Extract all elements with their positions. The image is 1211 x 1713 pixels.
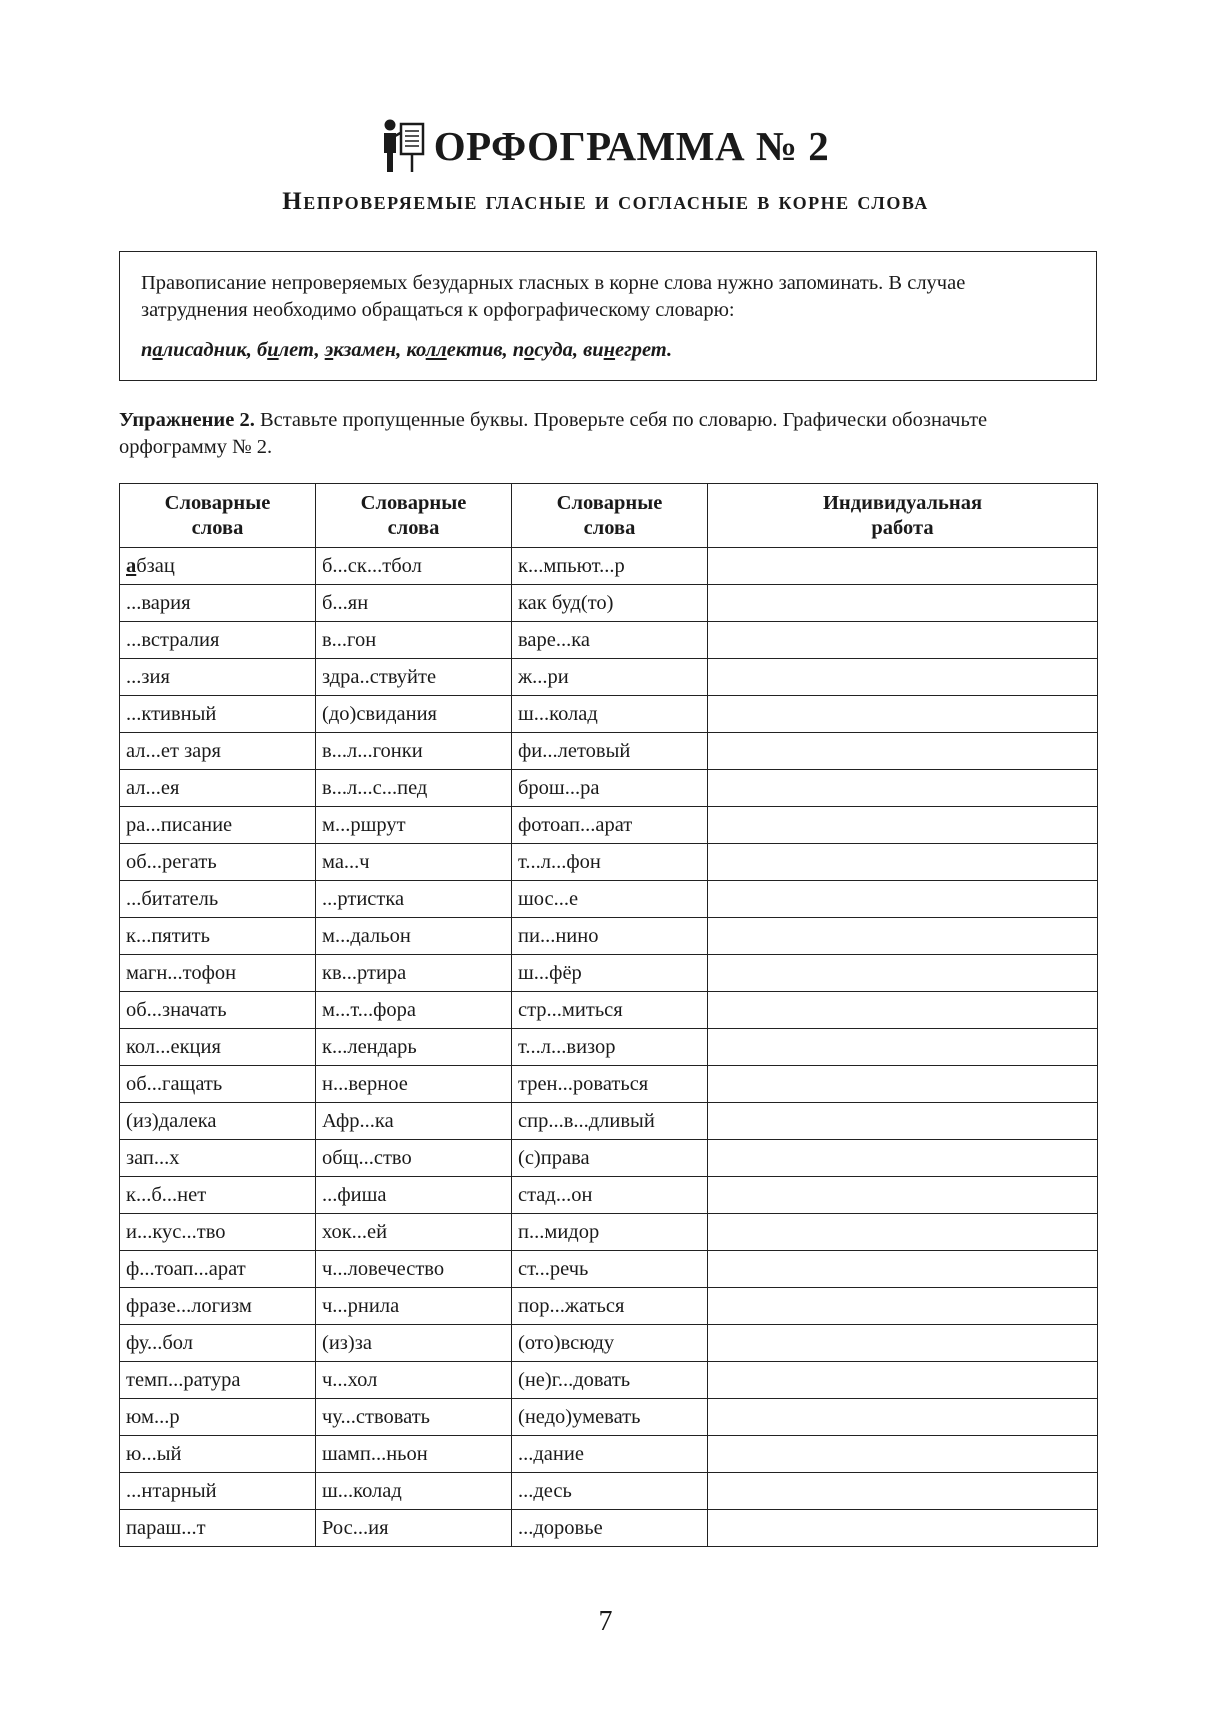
word-cell: кол...екция [120, 1029, 316, 1066]
table-row [120, 1436, 1098, 1473]
table-row [120, 659, 1098, 696]
table-row [120, 918, 1098, 955]
individual-work-cell[interactable] [708, 1214, 1098, 1251]
word-cell: и...кус...тво [120, 1214, 316, 1251]
word-cell: (недо)умевать [512, 1399, 708, 1436]
word-cell: м...ршрут [316, 807, 512, 844]
word-cell: (из)за [316, 1325, 512, 1362]
example-word: винегрет [583, 339, 667, 361]
individual-work-cell[interactable] [708, 844, 1098, 881]
word-cell: Рос...ия [316, 1510, 512, 1547]
individual-work-cell[interactable] [708, 1103, 1098, 1140]
word-cell: стад...он [512, 1177, 708, 1214]
word-cell: к...б...нет [120, 1177, 316, 1214]
word-cell: ...вария [120, 585, 316, 622]
word-cell: (не)г...довать [512, 1362, 708, 1399]
word-cell: ...доровье [512, 1510, 708, 1547]
individual-work-cell[interactable] [708, 1066, 1098, 1103]
word-cell: Афр...ка [316, 1103, 512, 1140]
table-row [120, 548, 1098, 585]
page-subtitle: Непроверяемые гласные и согласные в корне слова [282, 188, 929, 215]
word-cell: ж...ри [512, 659, 708, 696]
table-row [120, 1288, 1098, 1325]
word-cell: здра..ствуйте [316, 659, 512, 696]
individual-work-cell[interactable] [708, 733, 1098, 770]
column-header: Индивидуальная работа [708, 484, 1098, 548]
exercise-instructions [119, 407, 1099, 461]
table-row [120, 1510, 1098, 1547]
individual-work-cell[interactable] [708, 1436, 1098, 1473]
example-word: посуда [512, 339, 573, 361]
word-cell: в...гон [316, 622, 512, 659]
table-header-row [120, 484, 1098, 548]
word-cell: варе...ка [512, 622, 708, 659]
word-cell: ш...фёр [512, 955, 708, 992]
word-cell: (из)далека [120, 1103, 316, 1140]
table-row [120, 1177, 1098, 1214]
word-cell: об...гащать [120, 1066, 316, 1103]
individual-work-cell[interactable] [708, 1362, 1098, 1399]
individual-work-cell[interactable] [708, 770, 1098, 807]
word-cell: об...значать [120, 992, 316, 1029]
word-cell: трен...роваться [512, 1066, 708, 1103]
individual-work-cell[interactable] [708, 1029, 1098, 1066]
word-cell: хок...ей [316, 1214, 512, 1251]
table-row [120, 770, 1098, 807]
table-row [120, 696, 1098, 733]
word-cell: ...встралия [120, 622, 316, 659]
rule-text: Правописание непроверяемых безударных гласных в корне слова нужно запоминать. В случае затруднения необходимо обращаться к орфографическому словарю: [141, 272, 966, 321]
word-cell: ...зия [120, 659, 316, 696]
word-cell: фи...летовый [512, 733, 708, 770]
word-cell: темп...ратура [120, 1362, 316, 1399]
page-number: 7 [598, 1606, 613, 1637]
individual-work-cell[interactable] [708, 1473, 1098, 1510]
table-row [120, 1251, 1098, 1288]
word-cell: (с)права [512, 1140, 708, 1177]
table-row [120, 1140, 1098, 1177]
word-cell: к...лендарь [316, 1029, 512, 1066]
individual-work-cell[interactable] [708, 1140, 1098, 1177]
individual-work-cell[interactable] [708, 1288, 1098, 1325]
table-row [120, 733, 1098, 770]
word-cell: фу...бол [120, 1325, 316, 1362]
table-row [120, 1066, 1098, 1103]
rule-box [119, 251, 1097, 381]
word-cell: ст...речь [512, 1251, 708, 1288]
word-cell: чу...ствовать [316, 1399, 512, 1436]
word-cell: ...дание [512, 1436, 708, 1473]
table-row [120, 1362, 1098, 1399]
table-row [120, 844, 1098, 881]
example-word: билет [257, 339, 315, 361]
table-row [120, 881, 1098, 918]
word-cell: в...л...с...пед [316, 770, 512, 807]
word-cell: ...ктивный [120, 696, 316, 733]
word-cell: ...десь [512, 1473, 708, 1510]
exercise-label: Упражнение 2. [119, 409, 255, 431]
word-cell: т...л...визор [512, 1029, 708, 1066]
word-cell: шос...е [512, 881, 708, 918]
table-row [120, 992, 1098, 1029]
word-cell: общ...ство [316, 1140, 512, 1177]
table-row [120, 1399, 1098, 1436]
individual-work-cell[interactable] [708, 696, 1098, 733]
word-cell: ал...ет заря [120, 733, 316, 770]
word-cell: ...нтарный [120, 1473, 316, 1510]
word-cell: ф...тоап...арат [120, 1251, 316, 1288]
table-row [120, 1214, 1098, 1251]
table-row [120, 622, 1098, 659]
example-word: палисадник [141, 339, 247, 361]
word-cell: абзац [120, 548, 316, 585]
individual-work-cell[interactable] [708, 1510, 1098, 1547]
teacher-at-board-icon [382, 118, 426, 174]
individual-work-cell[interactable] [708, 1177, 1098, 1214]
column-header: Словарные слова [120, 484, 316, 548]
individual-work-cell[interactable] [708, 1399, 1098, 1436]
word-cell: ч...ловечество [316, 1251, 512, 1288]
word-cell: зап...х [120, 1140, 316, 1177]
word-cell: спр...в...дливый [512, 1103, 708, 1140]
word-cell: т...л...фон [512, 844, 708, 881]
word-cell: пи...нино [512, 918, 708, 955]
word-cell: фотоап...арат [512, 807, 708, 844]
word-cell: (до)свидания [316, 696, 512, 733]
word-cell: ма...ч [316, 844, 512, 881]
individual-work-cell[interactable] [708, 548, 1098, 585]
word-cell: кв...ртира [316, 955, 512, 992]
word-cell: б...ян [316, 585, 512, 622]
word-cell: фразе...логизм [120, 1288, 316, 1325]
page-title: ОРФОГРАММА № 2 [433, 123, 830, 169]
word-cell: к...пятить [120, 918, 316, 955]
word-cell: параш...т [120, 1510, 316, 1547]
word-cell: б...ск...тбол [316, 548, 512, 585]
column-header: Словарные слова [512, 484, 708, 548]
individual-work-cell[interactable] [708, 622, 1098, 659]
word-cell: ч...рнила [316, 1288, 512, 1325]
word-cell: пор...жаться [512, 1288, 708, 1325]
individual-work-cell[interactable] [708, 992, 1098, 1029]
example-word: коллектив [406, 339, 503, 361]
word-cell: в...л...гонки [316, 733, 512, 770]
individual-work-cell[interactable] [708, 918, 1098, 955]
word-cell: юм...р [120, 1399, 316, 1436]
word-cell: ч...хол [316, 1362, 512, 1399]
word-cell: ...фиша [316, 1177, 512, 1214]
word-cell: к...мпьют...р [512, 548, 708, 585]
individual-work-cell[interactable] [708, 807, 1098, 844]
word-cell: м...т...фора [316, 992, 512, 1029]
column-header: Словарные слова [316, 484, 512, 548]
word-cell: м...дальон [316, 918, 512, 955]
individual-work-cell[interactable] [708, 955, 1098, 992]
example-word: экзамен [324, 339, 397, 361]
word-cell: (ото)всюду [512, 1325, 708, 1362]
word-cell: ал...ея [120, 770, 316, 807]
word-cell: н...верное [316, 1066, 512, 1103]
individual-work-cell[interactable] [708, 659, 1098, 696]
table-row [120, 1325, 1098, 1362]
word-cell: брош...ра [512, 770, 708, 807]
word-cell: ю...ый [120, 1436, 316, 1473]
title-row [0, 118, 1211, 174]
rule-examples: палисадник, билет, экзамен, коллектив, посуда, винегрет. [141, 339, 673, 361]
table-row [120, 1103, 1098, 1140]
exercise-text: Вставьте пропущенные буквы. Проверьте себя по словарю. Графически обозначьте орфограмму № 2. [119, 409, 988, 458]
word-cell: шамп...ньон [316, 1436, 512, 1473]
vocabulary-table [119, 483, 1098, 1547]
word-cell: ра...писание [120, 807, 316, 844]
individual-work-cell[interactable] [708, 1251, 1098, 1288]
table-body [120, 548, 1098, 1547]
word-cell: стр...миться [512, 992, 708, 1029]
table-row [120, 1029, 1098, 1066]
word-cell: ...ртистка [316, 881, 512, 918]
word-cell: об...регать [120, 844, 316, 881]
word-cell: ш...колад [512, 696, 708, 733]
word-cell: ...битатель [120, 881, 316, 918]
word-cell: как буд(то) [512, 585, 708, 622]
word-cell: магн...тофон [120, 955, 316, 992]
word-cell: ш...колад [316, 1473, 512, 1510]
individual-work-cell[interactable] [708, 585, 1098, 622]
individual-work-cell[interactable] [708, 881, 1098, 918]
individual-work-cell[interactable] [708, 1325, 1098, 1362]
word-cell: п...мидор [512, 1214, 708, 1251]
table-row [120, 955, 1098, 992]
table-row [120, 807, 1098, 844]
table-row [120, 1473, 1098, 1510]
table-row [120, 585, 1098, 622]
